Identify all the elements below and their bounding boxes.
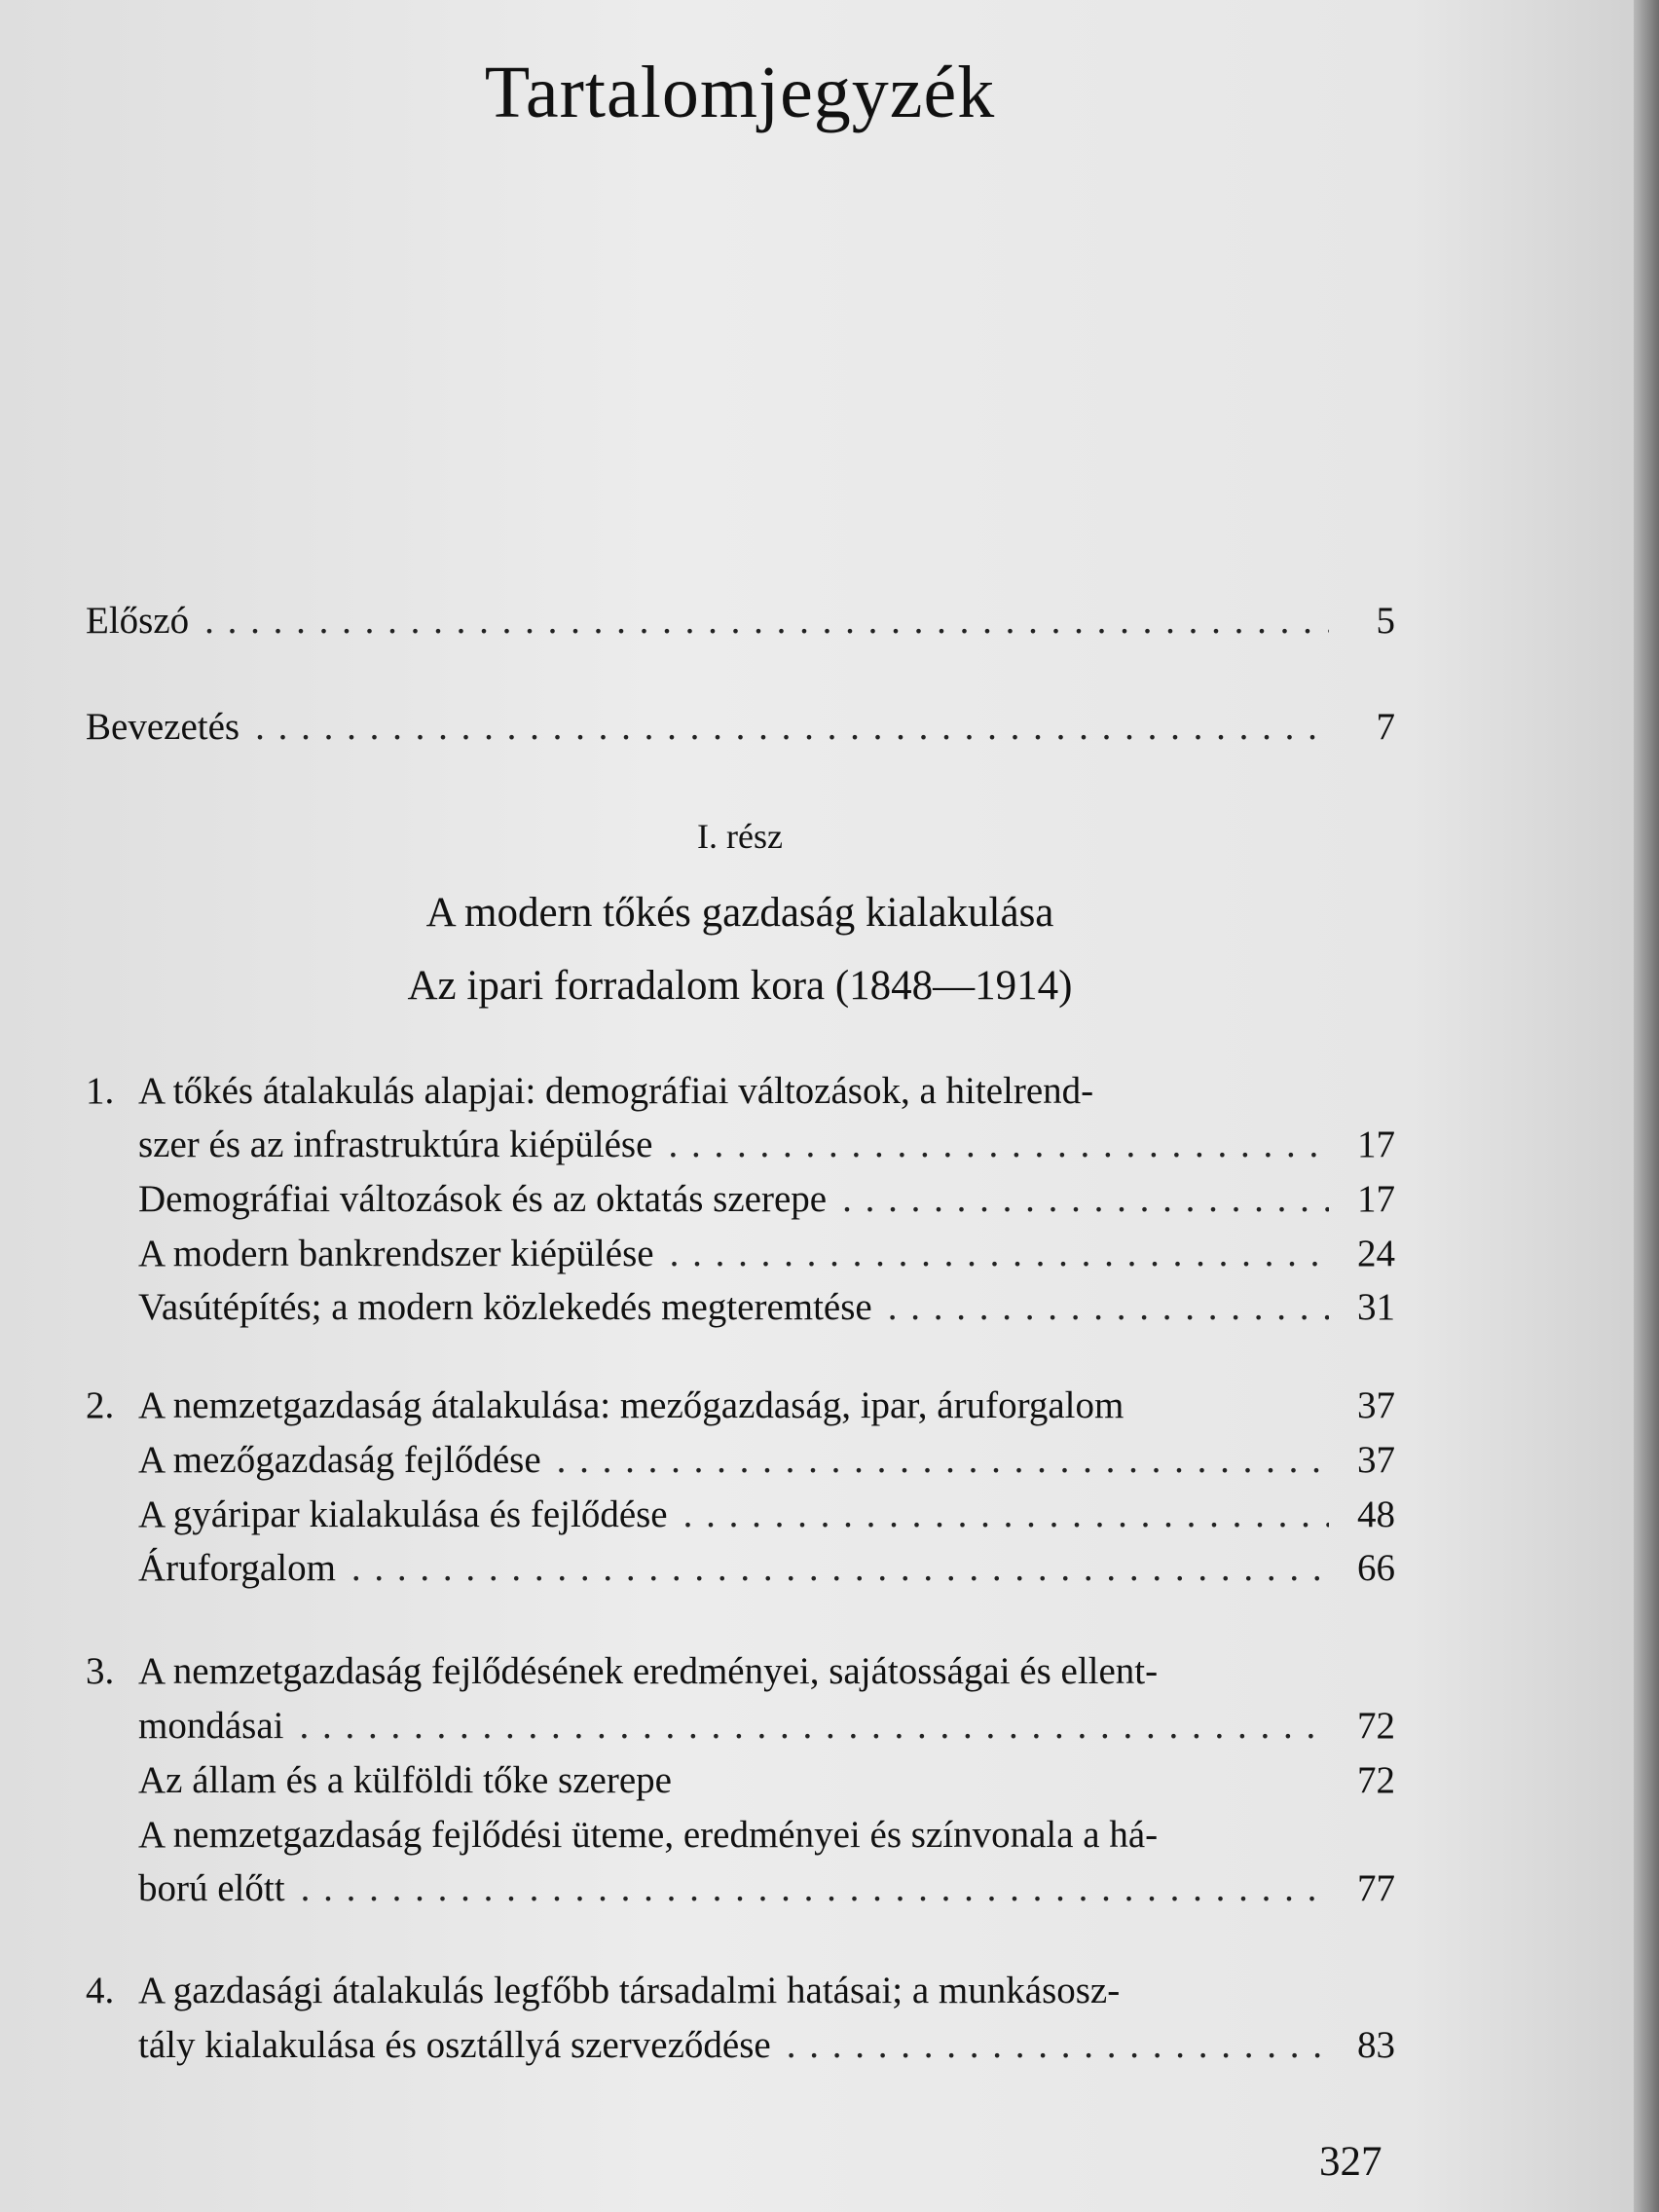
page-title: Tartalomjegyzék bbox=[484, 52, 996, 133]
toc-entry-section bbox=[138, 1493, 1395, 1536]
toc-entry-section bbox=[138, 1546, 1395, 1590]
dot-leader bbox=[557, 1438, 1329, 1482]
entry-page: 17 bbox=[1357, 1124, 1395, 1165]
entry-page: 17 bbox=[1357, 1178, 1395, 1220]
section-label: Áruforgalom bbox=[138, 1547, 336, 1589]
dot-leader bbox=[255, 705, 1329, 749]
entry-page: 48 bbox=[1357, 1493, 1395, 1535]
toc-entry-section bbox=[138, 1758, 1395, 1802]
chapter-title-line1: A nemzetgazdaság fejlődésének eredményei, sajátosságai és ellent- bbox=[138, 1650, 1159, 1692]
dot-leader bbox=[888, 1285, 1329, 1329]
section-label-line1: A nemzetgazdaság fejlődési üteme, eredményei és színvonala a há- bbox=[138, 1814, 1159, 1856]
toc-entry-chapter-2 bbox=[138, 1383, 1395, 1427]
entry-page: 5 bbox=[1376, 600, 1395, 642]
page-number: 327 bbox=[1319, 2139, 1382, 2185]
entry-label: Előszó bbox=[86, 600, 190, 642]
entry-page: 37 bbox=[1357, 1439, 1395, 1481]
chapter-title-line1: A tőkés átalakulás alapjai: demográfiai változások, a hitelrend- bbox=[138, 1070, 1094, 1112]
entry-page: 24 bbox=[1357, 1233, 1395, 1274]
section-label: A gyáripar kialakulása és fejlődése bbox=[138, 1493, 668, 1535]
section-label: A mezőgazdaság fejlődése bbox=[138, 1439, 541, 1481]
section-label: A modern bankrendszer kiépülése bbox=[138, 1233, 654, 1274]
part-title: A modern tőkés gazdaság kialakulása bbox=[425, 890, 1054, 936]
toc-entry-section bbox=[138, 1866, 1395, 1910]
dot-leader bbox=[299, 1704, 1329, 1748]
part-subtitle: Az ipari forradalom kora (1848—1914) bbox=[407, 963, 1073, 1009]
toc-entry-introduction bbox=[86, 705, 1395, 749]
entry-page: 66 bbox=[1357, 1547, 1395, 1589]
toc-entry-foreword bbox=[86, 599, 1395, 643]
part-label: I. rész bbox=[697, 817, 783, 856]
section-label: Vasútépítés; a modern közlekedés megteremtése bbox=[138, 1286, 872, 1328]
toc-entry-section bbox=[138, 1232, 1395, 1275]
chapter-number: 3. bbox=[86, 1650, 115, 1692]
entry-label: Bevezetés bbox=[86, 706, 240, 748]
entry-page: 72 bbox=[1357, 1705, 1395, 1747]
section-label: Az állam és a külföldi tőke szerepe bbox=[138, 1759, 672, 1801]
toc-entry-section bbox=[138, 1438, 1395, 1482]
entry-page: 72 bbox=[1357, 1759, 1395, 1801]
toc-entry-chapter-1 bbox=[138, 1123, 1395, 1166]
entry-page: 77 bbox=[1357, 1867, 1395, 1909]
dot-leader bbox=[351, 1546, 1329, 1590]
dot-leader bbox=[668, 1123, 1329, 1166]
chapter-title-line2: szer és az infrastruktúra kiépülése bbox=[138, 1124, 653, 1165]
dot-leader bbox=[787, 2023, 1329, 2067]
chapter-number: 4. bbox=[86, 1970, 115, 2011]
dot-leader bbox=[204, 599, 1329, 643]
toc-entry-section bbox=[138, 1285, 1395, 1329]
chapter-title-line2: mondásai bbox=[138, 1705, 284, 1747]
entry-page: 83 bbox=[1357, 2024, 1395, 2066]
chapter-number: 2. bbox=[86, 1384, 115, 1426]
chapter-title-line2: tály kialakulása és osztállyá szerveződése bbox=[138, 2024, 771, 2066]
dot-leader bbox=[301, 1866, 1329, 1910]
section-label-line2: ború előtt bbox=[138, 1867, 285, 1909]
page-edge-shadow bbox=[1634, 0, 1659, 2212]
chapter-title-line1: A gazdasági átalakulás legfőbb társadalmi hatásai; a munkásosz- bbox=[138, 1970, 1121, 2011]
toc-entry-section bbox=[138, 1177, 1395, 1221]
chapter-title-line1: A nemzetgazdaság átalakulása: mezőgazdaság, ipar, áruforgalom bbox=[138, 1384, 1124, 1426]
dot-leader bbox=[670, 1232, 1329, 1275]
dot-leader bbox=[842, 1177, 1329, 1221]
entry-page: 31 bbox=[1357, 1286, 1395, 1328]
entry-page: 37 bbox=[1357, 1384, 1395, 1426]
chapter-number: 1. bbox=[86, 1070, 115, 1112]
toc-entry-chapter-3 bbox=[138, 1704, 1395, 1748]
toc-entry-chapter-4 bbox=[138, 2023, 1395, 2067]
dot-leader bbox=[683, 1493, 1329, 1536]
section-label: Demográfiai változások és az oktatás szerepe bbox=[138, 1178, 828, 1220]
entry-page: 7 bbox=[1376, 706, 1395, 748]
